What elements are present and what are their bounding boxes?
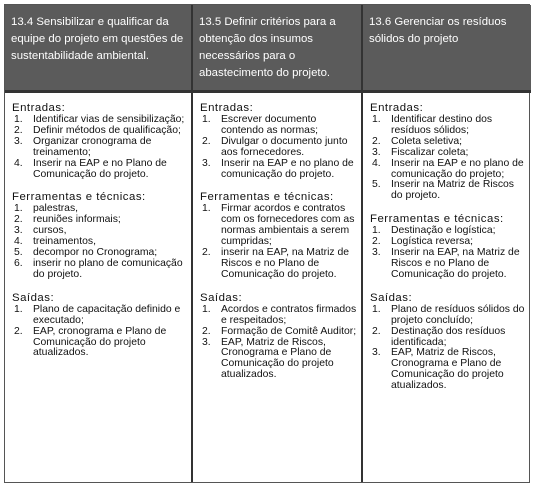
list-entradas xyxy=(200,115,357,180)
list-item: 2. Divulgar o documento junto aos fornecedores. xyxy=(202,135,348,158)
list-item: 3. Organizar cronograma de treinamento; xyxy=(14,135,152,158)
process-table xyxy=(4,4,530,483)
section-title-saidas: Saídas: xyxy=(12,291,55,304)
section-title-saidas: Saídas: xyxy=(200,291,243,304)
list-item: 3. EAP, Matriz de Riscos, Cronograma e Plano de Comunicação do projeto atualizados. xyxy=(202,336,334,381)
column-header: 13.5 Definir critérios para a obtenção dos insumos necessários para o abastecimento do projeto. xyxy=(193,5,363,93)
list-item: 4. Inserir na EAP e no Plano de Comunicação do projeto. xyxy=(14,157,167,180)
column-header: 13.6 Gerenciar os resíduos sólidos do projeto xyxy=(363,5,531,93)
section-title-entradas: Entradas: xyxy=(370,102,424,114)
list-ferramentas xyxy=(12,204,185,280)
list-item: 5. Inserir na Matriz de Riscos do projeto. xyxy=(372,179,514,202)
column-header: 13.4 Sensibilizar e qualificar da equipe do projeto em questões de sustentabilidade ambiental. xyxy=(5,5,191,93)
list-ferramentas xyxy=(370,226,525,281)
list-saidas xyxy=(200,305,357,381)
list-saidas xyxy=(370,305,525,392)
column-13-5 xyxy=(191,5,363,482)
list-item: 2. Formação de Comitê Auditor; xyxy=(202,325,357,337)
column-body xyxy=(193,96,363,482)
list-entradas xyxy=(12,115,185,180)
section-title-ferramentas: Ferramentas e técnicas: xyxy=(12,191,146,204)
list-item: 3. cursos, xyxy=(14,225,67,237)
list-item: 1. palestras, xyxy=(14,203,79,215)
list-item: 2. Destinação dos resíduos identificada; xyxy=(372,325,506,348)
list-item: 1. Identificar destino dos resíduos sólidos; xyxy=(372,114,493,136)
section-title-entradas: Entradas: xyxy=(12,102,66,114)
list-item: 3. Inserir na EAP, na Matriz de Riscos e no Plano de Comunicação do projeto. xyxy=(372,247,520,280)
section-title-saidas: Saídas: xyxy=(370,291,413,304)
column-13-6 xyxy=(361,5,531,482)
list-entradas xyxy=(370,115,525,202)
list-item: 2. inserir na EAP, na Matriz de Riscos e no Plano de Comunicação do projeto. xyxy=(202,247,350,280)
section-title-ferramentas: Ferramentas e técnicas: xyxy=(200,191,334,204)
list-item: 1. Destinação e logística; xyxy=(372,225,496,237)
list-item: 4. treinamentos, xyxy=(14,236,96,248)
list-item: 2. reuniões informais; xyxy=(14,214,121,226)
column-body xyxy=(363,96,531,482)
list-item: 6. inserir no plano de comunicação do projeto. xyxy=(14,257,183,280)
list-item: 3. Fiscalizar coleta; xyxy=(372,146,469,158)
list-item: 3. EAP, Matriz de Riscos, Cronograma e Plano de Comunicação do projeto atualizados. xyxy=(372,347,504,392)
list-item: 5. decompor no Cronograma; xyxy=(14,247,158,259)
column-body xyxy=(5,96,191,482)
section-title-ferramentas: Ferramentas e técnicas: xyxy=(370,213,504,226)
list-item: 2. Definir métodos de qualificação; xyxy=(14,124,181,136)
list-item: 3. Inserir na EAP e no plano de comunicação do projeto. xyxy=(202,157,354,180)
list-item: 2. Logística reversa; xyxy=(372,236,474,248)
list-item: 1. Plano de resíduos sólidos do projeto concluído; xyxy=(372,303,525,326)
list-item: 2. Coleta seletiva; xyxy=(372,135,463,147)
list-item: 1. Escrever documento contendo as normas; xyxy=(202,114,319,136)
column-13-4 xyxy=(5,5,191,482)
list-ferramentas xyxy=(200,204,357,280)
list-saidas xyxy=(12,305,185,360)
list-item: 1. Identificar vias de sensibilização; xyxy=(14,114,185,125)
list-item: 2. EAP, cronograma e Plano de Comunicação do projeto atualizados. xyxy=(14,325,167,359)
list-item: 1. Acordos e contratos firmados e respeitados; xyxy=(202,303,357,326)
list-item: 4. Inserir na EAP e no plano de comunicação do projeto; xyxy=(372,157,524,180)
list-item: 1. Plano de capacitação definido e executado; xyxy=(14,303,181,326)
list-item: 1. Firmar acordos e contratos com os fornecedores com as normas ambientais a serem cumpridas; xyxy=(202,203,355,248)
section-title-entradas: Entradas: xyxy=(200,102,254,114)
